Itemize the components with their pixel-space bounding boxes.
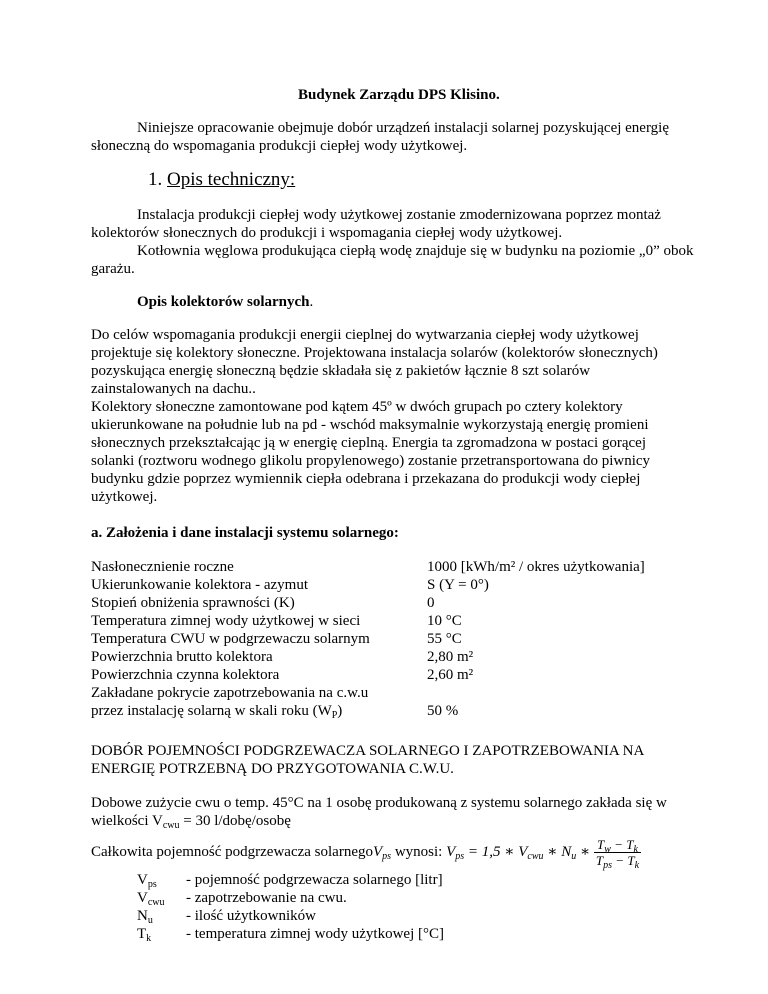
formula-intro: Całkowita pojemność podgrzewacza solarnego: [91, 843, 373, 860]
assumption-label-4: Temperatura zimnej wody użytkowej w sieci: [91, 613, 361, 629]
section-1-line-3: Kotłownia węglowa produkująca ciepłą wodę znajduje się w budynku na poziomie „0” obok: [137, 243, 694, 259]
assumption-value-7: 2,60 m²: [427, 667, 474, 683]
assumption-value-6: 2,80 m²: [427, 649, 474, 665]
formula-line: [91, 837, 641, 871]
formula-mid: wynosi:: [394, 843, 443, 860]
collectors-heading-text: Opis kolektorów solarnych: [137, 294, 310, 310]
assumption-label-1: Nasłonecznienie roczne: [91, 559, 234, 575]
symbol-nu-desc: - ilość użytkowników: [186, 908, 316, 924]
formula-numerator: $T_w - T_k$: [594, 837, 641, 853]
section-1-title: Opis techniczny:: [167, 169, 296, 190]
document-title: Budynek Zarządu DPS Klisino.: [298, 87, 500, 103]
symbol-tk: $T_k$: [137, 926, 152, 944]
coverage-label-line-1: Zakładane pokrycie zapotrzebowania na c.w.u: [91, 685, 369, 701]
assumption-label-2: Ukierunkowanie kolektora - azymut: [91, 577, 309, 593]
collectors-line-6: ukierunkowane na południe lub na pd - wschód maksymalnie wykorzystają energię promieni: [91, 417, 649, 433]
consumption-line-2: [91, 813, 291, 829]
intro-line-2: słoneczną do wspomagania produkcji ciepłej wody użytkowej.: [91, 138, 468, 154]
formula-fraction: [594, 837, 641, 871]
coverage-value: 50 %: [427, 703, 459, 719]
section-1-number: 1.: [148, 169, 163, 190]
coverage-label-text: przez instalację solarną w skali roku (W: [91, 703, 332, 719]
section-1-line-4: garażu.: [91, 261, 135, 277]
coverage-label-end: ): [337, 703, 343, 719]
assumption-value-3: 0: [427, 595, 435, 611]
assumption-label-6: Powierzchnia brutto kolektora: [91, 649, 273, 665]
symbol-vcwu-desc: - zapotrzebowanie na cwu.: [186, 890, 347, 906]
assumption-label-5: Temperatura CWU w podgrzewaczu solarnym: [91, 631, 370, 647]
formula-symbol-vps-a: $V_{ps}$: [372, 843, 392, 862]
coverage-label-line-2: [91, 703, 342, 719]
assumption-label-3: Stopień obniżenia sprawności (K): [91, 595, 295, 611]
collectors-line-10: użytkowej.: [91, 489, 158, 505]
symbol-nu: $N_u$: [137, 908, 153, 926]
assumption-value-2: S (Y = 0°): [427, 577, 489, 593]
collectors-line-9: budynku gdzie poprzez wymiennik ciepła odebrana i przekazana do produkcji wody ciepłej: [91, 471, 641, 487]
coverage-label-sub: P: [331, 710, 338, 721]
sizing-heading-line-1: DOBÓR POJEMNOŚCI PODGRZEWACZA SOLARNEGO I ZAPOTRZEBOWANIA NA: [91, 743, 645, 759]
formula-expression: $V_{ps} = 1,5$ ∗ $V_{cwu}$ ∗ $N_u$ ∗: [446, 843, 591, 862]
symbol-vps-desc: - pojemność podgrzewacza solarnego [litr]: [186, 872, 443, 888]
collectors-line-5: Kolektory słoneczne zamontowane pod kątem 45º w dwóch grupach po cztery kolektory: [91, 399, 623, 415]
collectors-line-7: słonecznych przekształcając ją w energię cieplną. Energia ta zgromadzona w postaci gorącej: [91, 435, 647, 451]
consumption-sub: cwu: [162, 820, 180, 831]
symbol-vcwu: $V_{cwu}$: [137, 890, 165, 908]
collectors-line-3: pozyskująca energię słoneczną będzie składała się z pakietów łącznie 8 szt solarów: [91, 363, 591, 379]
collectors-line-2: projektuje się kolektory słoneczne. Projektowana instalacja solarów (kolektorów słonecznych): [91, 345, 658, 361]
symbol-vps: $V_{ps}$: [137, 872, 157, 890]
consumption-value: = 30 l/dobę/osobę: [179, 813, 291, 829]
assumptions-heading: a. Założenia i dane instalacji systemu solarnego:: [91, 525, 399, 541]
collectors-line-4: zainstalowanych na dachu..: [91, 381, 256, 397]
symbol-tk-desc: - temperatura zimnej wody użytkowej [°C]: [186, 926, 444, 942]
consumption-text: wielkości V: [91, 813, 163, 829]
consumption-line-1: Dobowe zużycie cwu o temp. 45°C na 1 osobę produkowaną z systemu solarnego zakłada się w: [91, 795, 667, 811]
assumption-value-4: 10 °C: [427, 613, 462, 629]
assumption-value-5: 55 °C: [427, 631, 462, 647]
collectors-line-1: Do celów wspomagania produkcji energii cieplnej do wytwarzania ciepłej wody użytkowej: [91, 327, 639, 343]
collectors-heading: [137, 294, 313, 310]
section-1-line-1: Instalacja produkcji ciepłej wody użytkowej zostanie zmodernizowana poprzez montaż: [137, 207, 661, 223]
assumption-label-7: Powierzchnia czynna kolektora: [91, 667, 280, 683]
sizing-heading-line-2: ENERGIĘ POTRZEBNĄ DO PRZYGOTOWANIA C.W.U.: [91, 761, 454, 777]
collectors-heading-dot: .: [309, 294, 314, 310]
intro-line-1: Niniejsze opracowanie obejmuje dobór urządzeń instalacji solarnej pozyskującej energię: [137, 120, 670, 136]
formula-denominator: $T_{ps} - T_k$: [595, 853, 640, 871]
assumption-value-1: 1000 [kWh/m² / okres użytkowania]: [427, 559, 645, 575]
collectors-line-8: solanki (roztworu wodnego glikolu propylenowego) zostanie przetransportowana do piwnicy: [91, 453, 651, 469]
section-1-line-2: kolektorów słonecznych do produkcji i wspomagania ciepłej wody użytkowej.: [91, 225, 563, 241]
section-1-heading: [148, 169, 295, 191]
